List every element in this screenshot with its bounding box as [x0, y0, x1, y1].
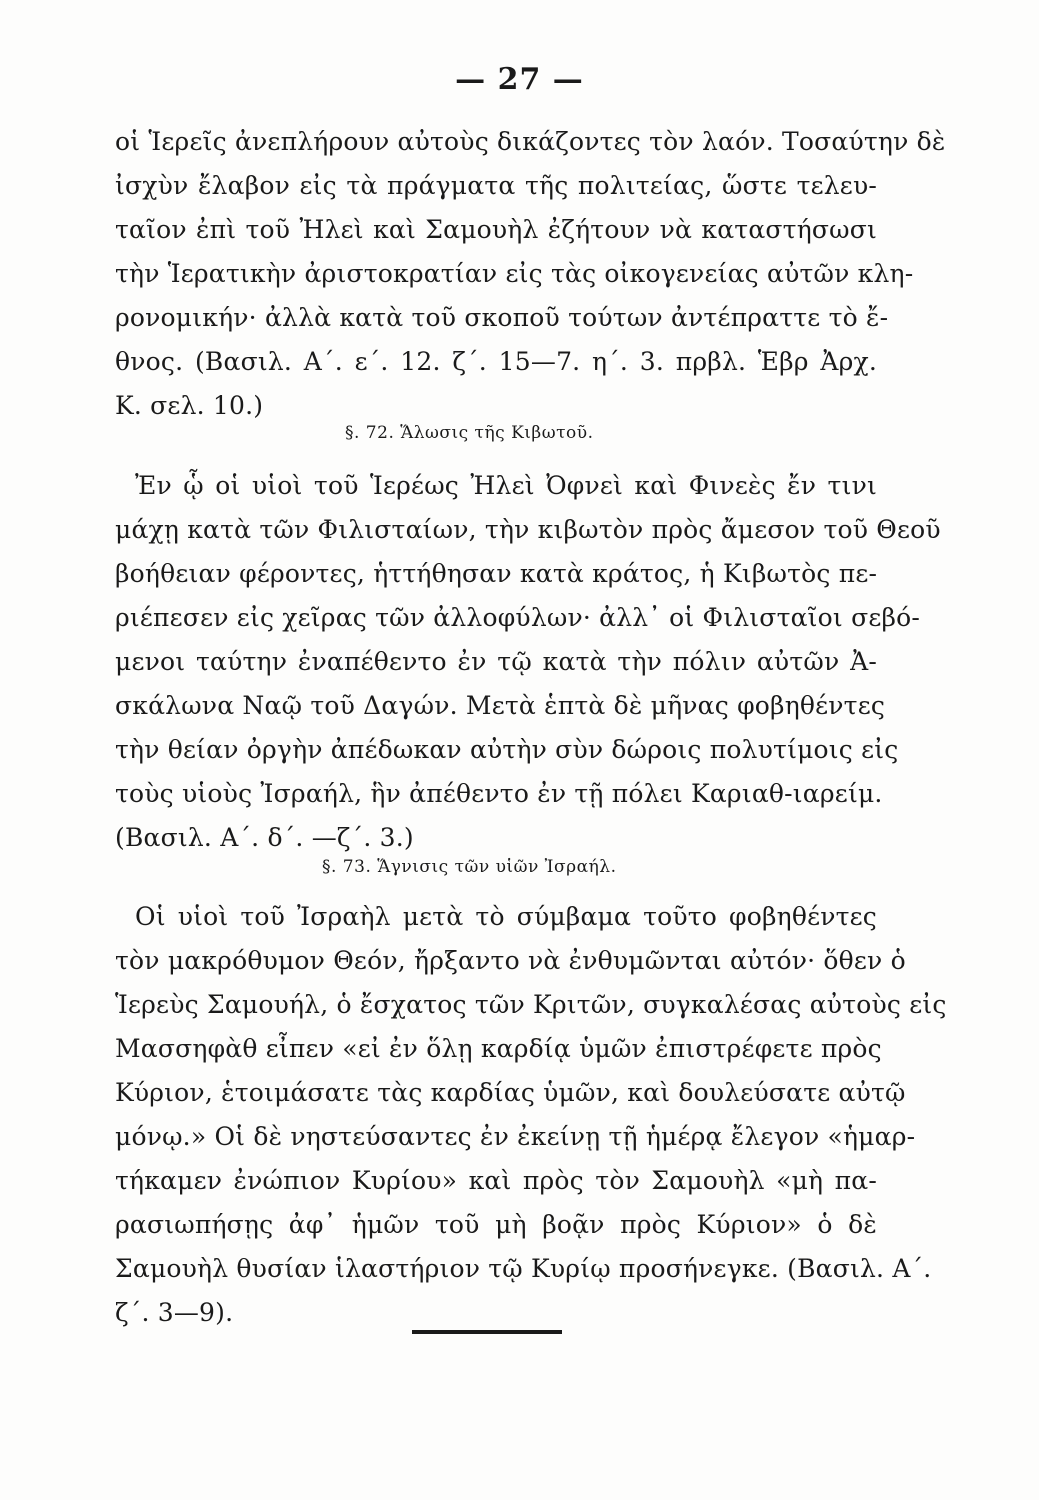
section-72-heading: §. 72. Ἅλωσις τῆς Κιβωτοῦ. — [345, 423, 594, 443]
text-line: Ἐν ᾧ οἱ υἱοὶ τοῦ Ἱερέως Ἠλεὶ Ὀφνεὶ καὶ Φινεὲς ἔν τινι — [135, 471, 877, 500]
text-line: τὴν θείαν ὀργὴν ἀπέδωκαν αὐτὴν σὺν δώροις πολυτίμοις εἰς — [115, 735, 899, 764]
text-line: τήκαμεν ἐνώπιον Κυρίου» καὶ πρὸς τὸν Σαμουὴλ «μὴ πα- — [115, 1166, 877, 1195]
text-line: θνος. (Βασιλ. Α΄. ε΄. 12. ζ΄. 15—7. η΄. 3. πρβλ. Ἑβρ Ἀρχ. — [115, 347, 877, 376]
paragraph-3 — [115, 895, 947, 1335]
text-line: τὸν μακρόθυμον Θεόν, ἤρξαντο νὰ ἐνθυμῶνται αὐτόν· ὅθεν ὁ — [115, 946, 906, 975]
page-number: — 27 — — [455, 62, 584, 97]
text-line: τὴν Ἱερατικὴν ἀριστοκρατίαν εἰς τὰς οἰκογενείας αὐτῶν κλη- — [115, 259, 914, 288]
text-line: (Βασιλ. Α΄. δ΄. —ζ΄. 3.) — [115, 823, 414, 852]
text-line: Μασσηφὰθ εἶπεν «εἰ ἐν ὅλῃ καρδίᾳ ὑμῶν ἐπιστρέφετε πρὸς — [115, 1034, 882, 1063]
text-line: Σαμουὴλ θυσίαν ἱλαστήριον τῷ Κυρίῳ προσήνεγκε. (Βασιλ. Α΄. — [115, 1254, 932, 1283]
text-line: ζ΄. 3—9). — [115, 1298, 234, 1327]
text-line: μενοι ταύτην ἐναπέθεντο ἐν τῷ κατὰ τὴν πόλιν αὐτῶν Ἀ- — [115, 647, 877, 676]
text-line: οἱ Ἱερεῖς ἀνεπλήρουν αὐτοὺς δικάζοντες τὸν λαόν. Τοσαύτην δὲ — [115, 127, 946, 156]
text-line: τοὺς υἱοὺς Ἰσραήλ, ἣν ἀπέθεντο ἐν τῇ πόλει Καριαθ-ιαρείμ. — [115, 779, 883, 808]
paragraph-2 — [115, 464, 941, 860]
text-line: ρασιωπήσῃς ἀφ᾽ ἡμῶν τοῦ μὴ βοᾷν πρὸς Κύριον» ὁ δὲ — [115, 1210, 877, 1239]
text-line: ριέπεσεν εἰς χεῖρας τῶν ἀλλοφύλων· ἀλλ᾽ οἱ Φιλισταῖοι σεβό- — [115, 603, 921, 632]
text-line: Οἱ υἱοὶ τοῦ Ἰσραὴλ μετὰ τὸ σύμβαμα τοῦτο φοβηθέντες — [135, 902, 877, 931]
text-line: βοήθειαν φέροντες, ἡττήθησαν κατὰ κράτος, ἡ Κιβωτὸς πε- — [115, 559, 878, 588]
text-line: Ἱερεὺς Σαμουήλ, ὁ ἔσχατος τῶν Κριτῶν, συγκαλέσας αὐτοὺς εἰς — [115, 990, 947, 1019]
text-line: ρονομικήν· ἀλλὰ κατὰ τοῦ σκοποῦ τούτων ἀντέπραττε τὸ ἔ- — [115, 303, 889, 332]
text-line: ἰσχὺν ἔλαβον εἰς τὰ πράγματα τῆς πολιτείας, ὥστε τελευ- — [115, 171, 877, 200]
text-line: ταῖον ἐπὶ τοῦ Ἠλεὶ καὶ Σαμουὴλ ἐζήτουν νὰ καταστήσωσι — [115, 215, 877, 244]
text-line: Κ. σελ. 10.) — [115, 391, 264, 420]
text-line: σκάλωνα Ναῷ τοῦ Δαγών. Μετὰ ἑπτὰ δὲ μῆνας φοβηθέντες — [115, 691, 886, 720]
end-rule — [412, 1330, 562, 1334]
text-line: μόνῳ.» Οἱ δὲ νηστεύσαντες ἐν ἐκείνῃ τῇ ἡμέρᾳ ἔλεγον «ἡμαρ- — [115, 1122, 916, 1151]
text-line: μάχῃ κατὰ τῶν Φιλισταίων, τὴν κιβωτὸν πρὸς ἄμεσον τοῦ Θεοῦ — [115, 515, 941, 544]
section-73-heading: §. 73. Ἅγνισις τῶν υἱῶν Ἰσραήλ. — [322, 857, 617, 877]
text-line: Κύριον, ἑτοιμάσατε τὰς καρδίας ὑμῶν, καὶ δουλεύσατε αὐτῷ — [115, 1078, 906, 1107]
paragraph-1 — [115, 120, 946, 428]
